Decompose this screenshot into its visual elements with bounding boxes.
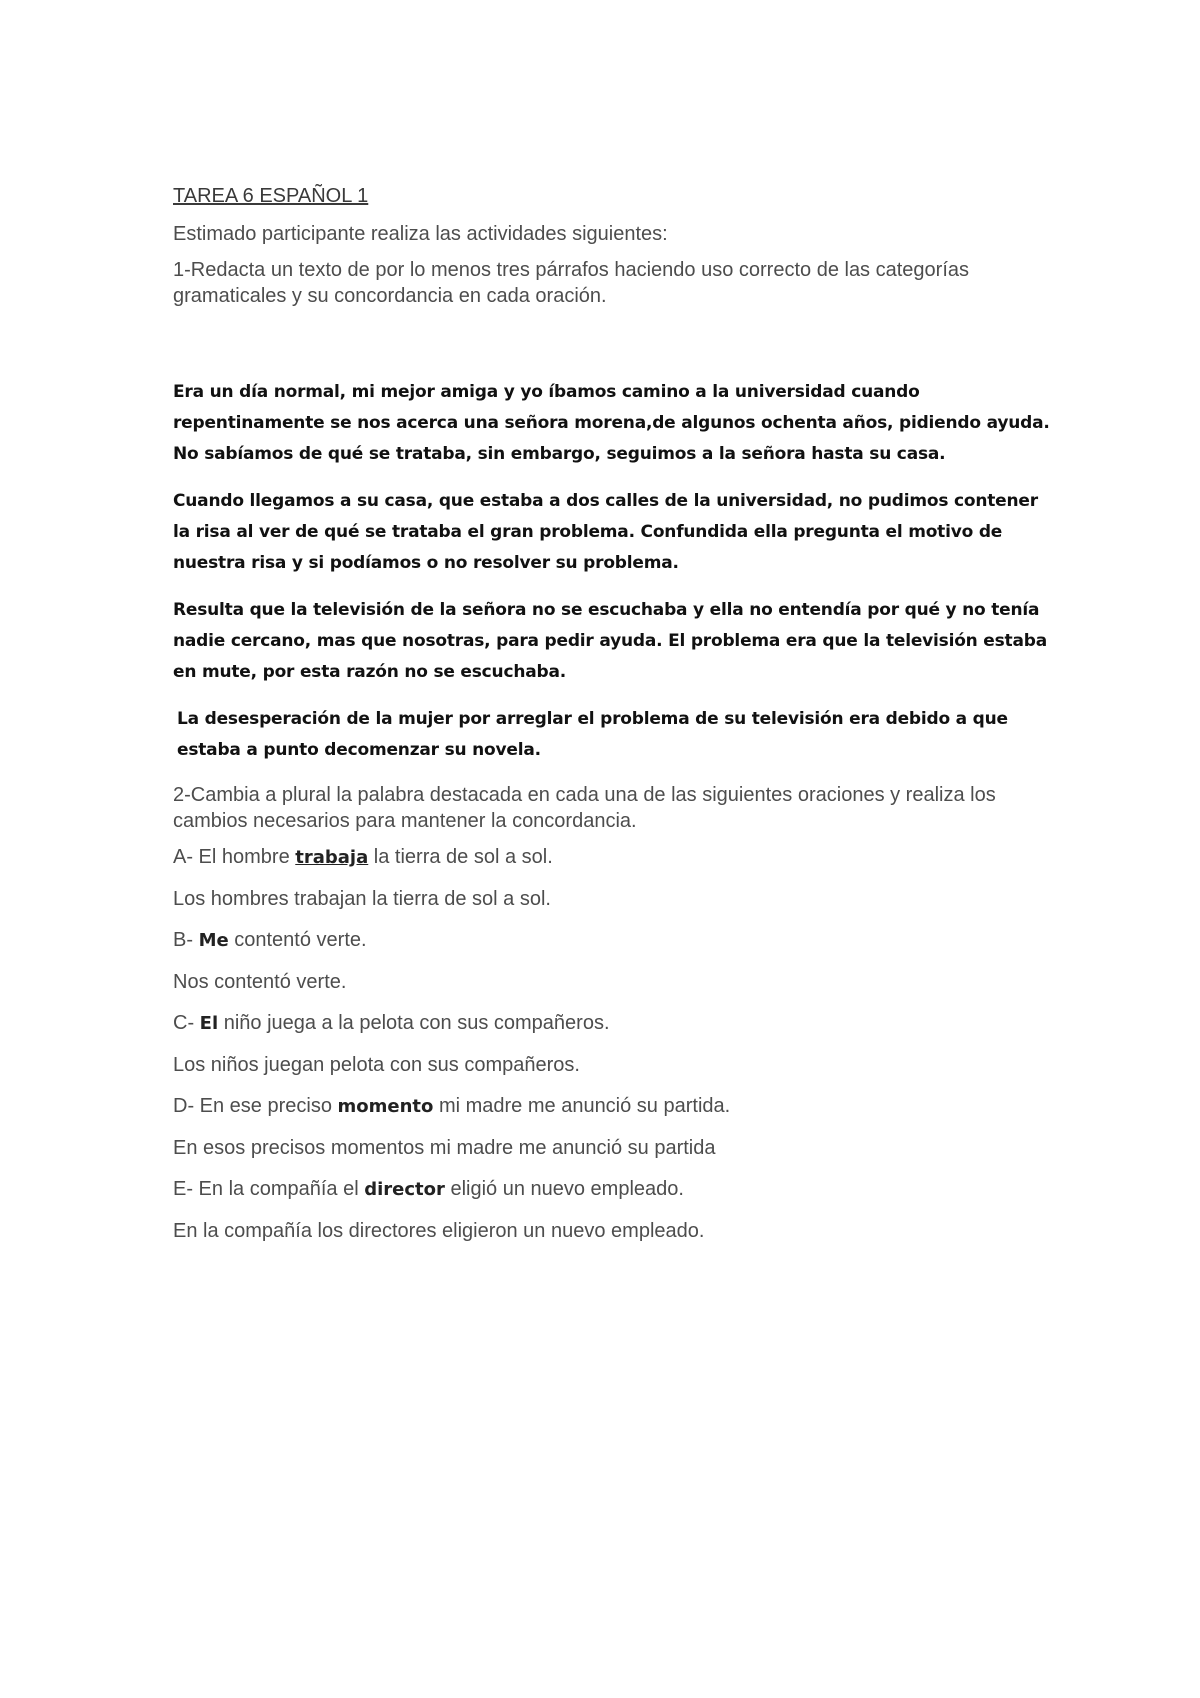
exercise-d-highlighted-word: momento xyxy=(337,1096,434,1117)
exercise-c-answer: Los niños juegan pelota con sus compañeros. xyxy=(173,1054,580,1076)
exercise-a-sentence xyxy=(173,844,1053,871)
exercise-a-prefix: A- El hombre xyxy=(173,846,296,868)
exercise-e-highlighted-word: director xyxy=(364,1179,445,1200)
essay-paragraph-3: Resulta que la televisión de la señora no se escuchaba y ella no entendía por qué y no tenía nadie cercano, mas que nosotras, para pedir ayuda. El problema era que la televisión estaba en mute, por esta razón no se escuchaba. xyxy=(173,600,1047,682)
exercise-c-suffix: niño juega a la pelota con sus compañeros. xyxy=(218,1012,610,1034)
exercise-b-highlighted-word: Me xyxy=(198,930,229,951)
exercise-a-suffix: la tierra de sol a sol. xyxy=(368,846,553,868)
exercise-b-answer: Nos contentó verte. xyxy=(173,971,347,993)
exercise-e-answer: En la compañía los directores eligieron un nuevo empleado. xyxy=(173,1220,705,1242)
exercise-c-highlighted-word: El xyxy=(199,1013,219,1034)
exercise-b-sentence xyxy=(173,927,1053,954)
task-2-section xyxy=(173,782,1053,1244)
exercise-e-sentence xyxy=(173,1176,1053,1203)
exercise-c-sentence xyxy=(173,1010,1053,1037)
exercise-e-prefix: E- En la compañía el xyxy=(173,1178,365,1200)
task-2-prompt: 2-Cambia a plural la palabra destacada en cada una de las siguientes oraciones y realiza los cambios necesarios para mantener la concordancia. xyxy=(173,784,996,832)
instruction-text: Estimado participante realiza las actividades siguientes: xyxy=(173,223,668,245)
exercise-b-prefix: B- xyxy=(173,929,199,951)
document-page xyxy=(173,183,1053,1259)
exercise-d-suffix: mi madre me anunció su partida. xyxy=(433,1095,731,1117)
spacer xyxy=(173,319,1053,377)
exercise-e-suffix: eligió un nuevo empleado. xyxy=(444,1178,684,1200)
essay-paragraph-1: Era un día normal, mi mejor amiga y yo íbamos camino a la universidad cuando repentinamente se nos acerca una señora morena,de algunos ochenta años, pidiendo ayuda. No sabíamos de qué se trataba, sin embargo, seguimos a la señora hasta su casa. xyxy=(173,382,1050,464)
exercise-d-sentence xyxy=(173,1093,1053,1120)
task-1-prompt: 1-Redacta un texto de por lo menos tres párrafos haciendo uso correcto de las categorías gramaticales y su concordancia en cada oración. xyxy=(173,259,970,307)
exercise-b-suffix: contentó verte. xyxy=(228,929,367,951)
exercise-d-prefix: D- En ese preciso xyxy=(173,1095,338,1117)
essay-paragraph-4: La desesperación de la mujer por arreglar el problema de su televisión era debido a que estaba a punto decomenzar su novela. xyxy=(177,709,1008,760)
exercise-d-answer: En esos precisos momentos mi madre me anunció su partida xyxy=(173,1137,716,1159)
essay-paragraph-2: Cuando llegamos a su casa, que estaba a dos calles de la universidad, no pudimos contener la risa al ver de qué se trataba el gran problema. Confundida ella pregunta el motivo de nuestra risa y si podíamos o no resolver su problema. xyxy=(173,491,1038,573)
exercise-c-prefix: C- xyxy=(173,1012,200,1034)
exercise-a-highlighted-word: trabaja xyxy=(295,847,369,868)
document-title: TAREA 6 ESPAÑOL 1 xyxy=(173,185,369,207)
exercise-a-answer: Los hombres trabajan la tierra de sol a sol. xyxy=(173,888,551,910)
